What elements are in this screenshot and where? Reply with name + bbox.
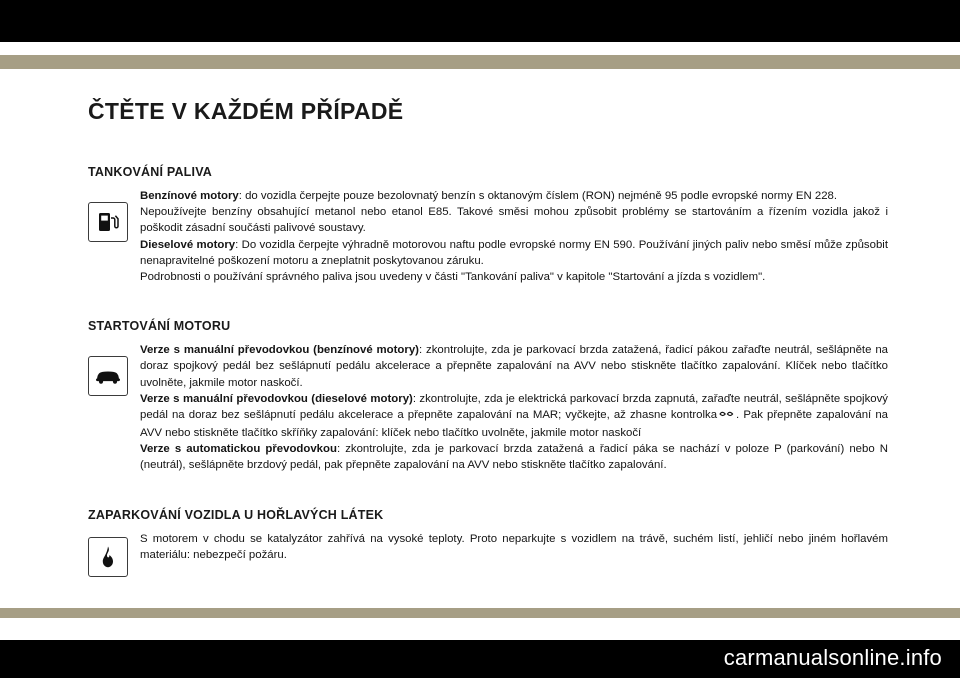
watermark-text: carmanualsonline.info — [723, 645, 942, 670]
paragraph — [140, 441, 888, 473]
section-heading-parking-flammable: ZAPARKOVÁNÍ VOZIDLA U HOŘLAVÝCH LÁTEK — [88, 507, 384, 522]
glow-plug-icon — [718, 408, 735, 425]
paragraph — [140, 237, 888, 269]
paragraph-text: Nepoužívejte benzíny obsahující metanol nebo etanol E85. Takové směsi mohou způsobit problémy se startováním a řízením vozidla jakož i poškodit zásadní součásti palivové soustavy. — [140, 206, 888, 235]
flame-icon — [88, 537, 128, 577]
parking-flammable-paragraphs — [140, 531, 888, 563]
paragraph — [140, 188, 888, 204]
fuel-pump-icon — [88, 202, 128, 242]
paragraph-lead: Dieselové motory — [140, 238, 236, 251]
paragraph — [140, 531, 888, 563]
section-fuel — [88, 165, 888, 285]
paragraph-lead: Verze s automatickou převodovkou — [140, 443, 337, 456]
car-icon — [88, 356, 128, 396]
page-title: ČTĚTE V KAŽDÉM PŘÍPADĚ — [88, 98, 404, 124]
paragraph-text: : do vozidla čerpejte pouze bezolovnatý benzín s oktanovým číslem (RON) nejméně 95 podle evropské normy EN 228. — [238, 190, 838, 202]
engine-start-paragraphs — [140, 342, 888, 474]
paragraph — [140, 391, 888, 442]
paragraph — [140, 204, 888, 236]
section-engine-start — [88, 319, 888, 474]
paragraph-lead: Verze s manuální převodovkou (dieselové motory) — [140, 392, 413, 405]
paragraph-text: : zkontrolujte, zda je parkovací brzda zatažená, řadicí pákou zařaďte neutrál, sešlápněte na doraz spojkový pedál bez sešlápnutí pedálu akcelerace a přepněte zapalování na AVV nebo stiskněte tlačítko zapalování. Klíček nebo tlačítko uvolněte, jakmile motor naskočí. — [140, 344, 888, 389]
paragraph-lead: Verze s manuální převodovkou (benzínové motory) — [140, 344, 419, 357]
paragraph-text: Podrobnosti o používání správného paliva jsou uvedeny v části "Tankování paliva" v kapitole "Startování a jízda s vozidlem". — [140, 270, 766, 283]
paragraph-text: : zkontrolujte, zda je parkovací brzda zatažená a řadicí páka se nachází v poloze P (parkování) nebo N (neutrál), sešlápněte brzdový pedál, pak přepněte zapalování na AVV nebo stiskněte tlačítko zapalování. — [140, 443, 888, 472]
fuel-paragraphs — [140, 188, 888, 285]
paragraph — [140, 342, 888, 391]
document-content — [88, 98, 888, 603]
paragraph-text: : zkontrolujte, zda je elektrická parkovací brzda zapnutá, zařaďte neutrál, sešlápněte spojkový pedál na doraz bez sešlápnutí pedálu akcelerace a přepněte zapalování na MAR; vyčkejte, až zhasne kontrolka — [140, 392, 888, 421]
section-heading-fuel: TANKOVÁNÍ PALIVA — [88, 165, 213, 179]
paragraph-lead: Benzínové motory — [140, 190, 239, 202]
top-tan-band — [0, 55, 960, 69]
top-black-band — [0, 0, 960, 42]
section-parking-flammable — [88, 508, 888, 577]
paragraph-text: : Do vozidla čerpejte výhradně motorovou naftu podle evropské normy EN 590. Používání jiných paliv nebo směsí může způsobit nenapravitelné poškození motoru a zneplatnit poskytovanou záruku. — [140, 238, 888, 267]
bottom-tan-band — [0, 608, 960, 618]
section-heading-engine-start: STARTOVÁNÍ MOTORU — [88, 319, 231, 334]
paragraph-text-after: . Pak přepněte zapalování na AVV nebo stiskněte tlačítko skříňky zapalování: klíček nebo tlačítko uvolněte, jakmile motor naskočí — [140, 408, 888, 440]
paragraph-text: S motorem v chodu se katalyzátor zahřívá na vysoké teploty. Proto neparkujte s vozidlem na trávě, suchém listí, jehličí nebo jiném hořlavém materiálu: nebezpečí požáru. — [140, 532, 888, 561]
paragraph — [140, 269, 888, 285]
